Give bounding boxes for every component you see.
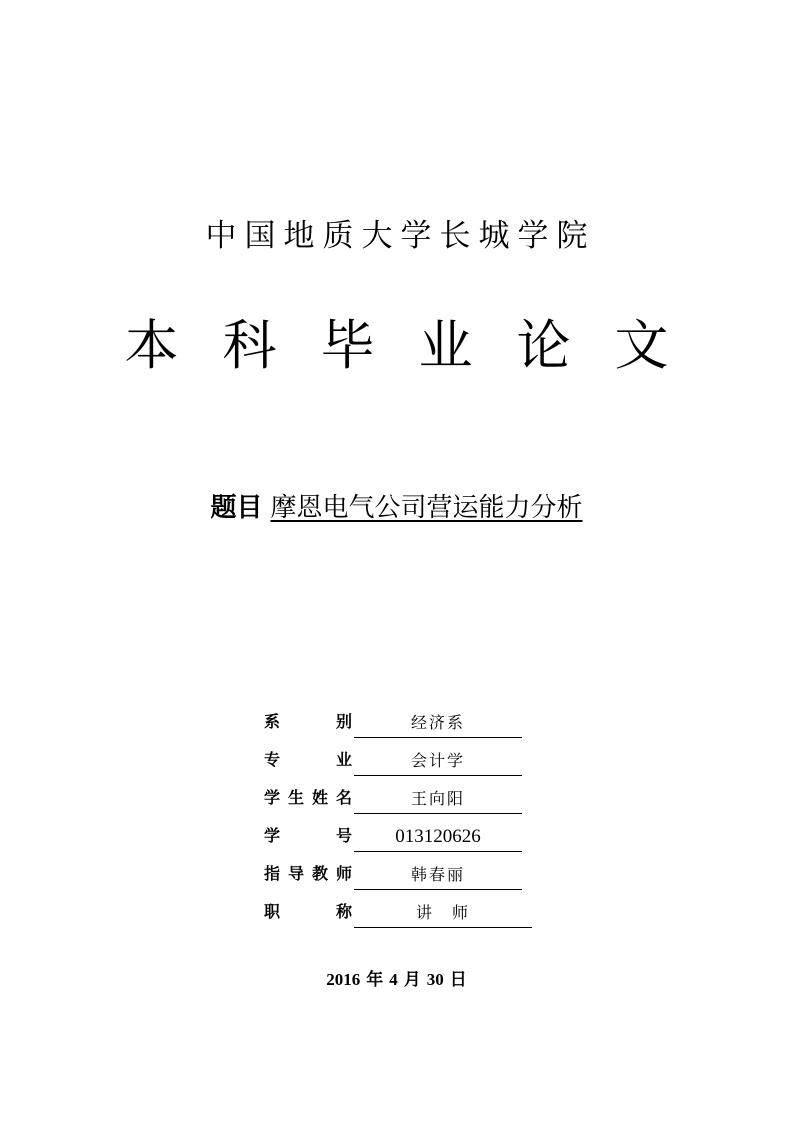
school-name: 中国地质大学长城学院 bbox=[205, 218, 596, 254]
date-month-unit: 月 bbox=[403, 970, 421, 989]
student-id-label: 学 号 bbox=[264, 826, 354, 845]
advisor-label: 指 导 教 师 bbox=[264, 864, 354, 883]
date-month: 4 bbox=[389, 970, 398, 989]
major-label: 专 业 bbox=[264, 750, 354, 769]
info-row-major bbox=[264, 738, 532, 776]
advisor-value: 韩春丽 bbox=[354, 862, 522, 890]
date-day: 30 bbox=[426, 970, 444, 989]
student-id-value: 013120626 bbox=[354, 826, 522, 852]
info-row-student-name bbox=[264, 776, 532, 814]
student-name-label: 学 生 姓 名 bbox=[264, 788, 354, 807]
title-label: 题目 bbox=[210, 493, 263, 523]
student-name-value: 王向阳 bbox=[354, 786, 522, 814]
thesis-title-row bbox=[0, 487, 793, 524]
info-row-department bbox=[264, 700, 532, 738]
department-label: 系 别 bbox=[264, 712, 354, 731]
submission-date bbox=[0, 965, 793, 990]
date-year-unit: 年 bbox=[366, 970, 384, 989]
thesis-type-heading: 本科毕业论文 bbox=[124, 314, 713, 377]
info-row-advisor bbox=[264, 852, 532, 890]
date-year: 2016 bbox=[326, 970, 361, 989]
info-row-student-id bbox=[264, 814, 532, 852]
date-day-unit: 日 bbox=[449, 970, 467, 989]
professional-title-label: 职 称 bbox=[264, 902, 354, 921]
thesis-title: 摩恩电气公司营运能力分析 bbox=[270, 493, 583, 523]
department-value: 经济系 bbox=[354, 710, 522, 738]
student-info-block bbox=[264, 700, 532, 928]
professional-title-value: 讲 师 bbox=[354, 900, 532, 928]
info-row-title bbox=[264, 890, 532, 928]
major-value: 会计学 bbox=[354, 748, 522, 776]
